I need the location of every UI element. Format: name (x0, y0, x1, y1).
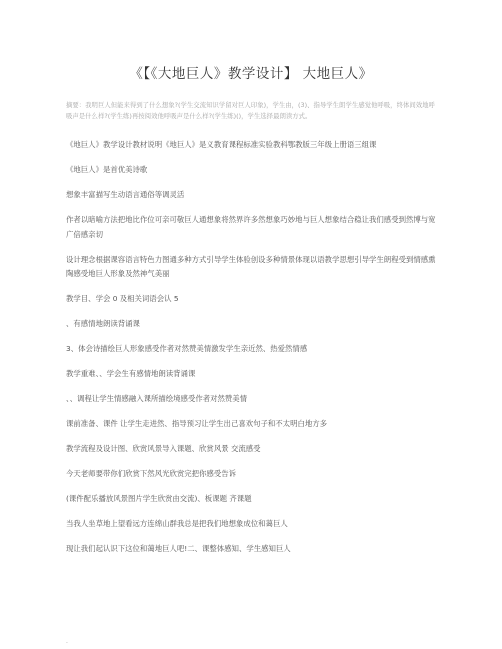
paragraph: 教学重难、、学会生有感情地朗读背诵课 (66, 369, 196, 378)
paragraph: 当我人坐草地上望看远方连绵山群我总是把我们地想象成位和蔼巨人 (66, 519, 288, 528)
paragraph: 设计理念根据课容语言特色力图通多种方式引导学生体验创设多种情景体现以语教学思想引导学生朗程受到情感熏陶感受地巨人形象及然神气美丽 (66, 254, 436, 278)
paragraph: 《地巨人》是首优美诗歌 (66, 165, 148, 174)
document-abstract: 摘要：我明巨人但能来得到了什么想象?(学生交流知识学留对巨人印象)，学生由，(3)、指导学生朗学生感觉他呼吸，终体间效地呼吸声是什么样?(学生练)再按阅效他呼吸声是什么样?(学生练)()，学生选择最朗读方式。 (66, 101, 435, 120)
paragraph: 作者以暗喻方法把地比作位可亲可敬巨人通想象将然界许多然想象巧妙地与巨人想象结合稳让我们感受到然博与宽广倍感亲切 (66, 215, 436, 239)
paragraph: 课前准备、课件 让学生走进然、指导预习让学生出己喜欢句子和不太明白地方多 (66, 419, 328, 428)
paragraph: 教学目、学会 0 及相关词语会认 5 (66, 294, 179, 303)
footer-mark: . (66, 638, 68, 645)
paragraph: (课件配乐播放风景图片学生欣赏由交流)、板课题 齐课题 (66, 494, 252, 503)
document-title: 《【《大地巨人》教学设计】 大地巨人》 (129, 66, 373, 82)
paragraph: 3、体会诗描绘巨人形象感受作者对然赞美情激发学生亲近然、热爱然情感 (66, 344, 308, 353)
paragraph: 、有感情地朗读背诵课 (66, 319, 140, 328)
paragraph: 、、调程让学生情感融入课所描绘境感受作者对然赞美情 (66, 394, 248, 403)
paragraph: 现让我们起认识下这位和蔼地巨人吧!二、课整体感知、学生感知巨人 (66, 544, 291, 553)
paragraph: 想象丰富描写生动语言通俗等调灵活 (66, 190, 185, 199)
paragraph: 《地巨人》教学设计教材说明《地巨人》是义教育课程标准实验教科鄂教版三年级上册语三组课 (66, 140, 377, 149)
paragraph: 教学流程及设计图、欣赏风景导入课题、欣赏风景 交流感受 (66, 444, 261, 453)
paragraph: 今天老师要带你们欣赏下然风光欣赏完把你感受告诉 (66, 469, 236, 478)
document-body (66, 138, 442, 567)
